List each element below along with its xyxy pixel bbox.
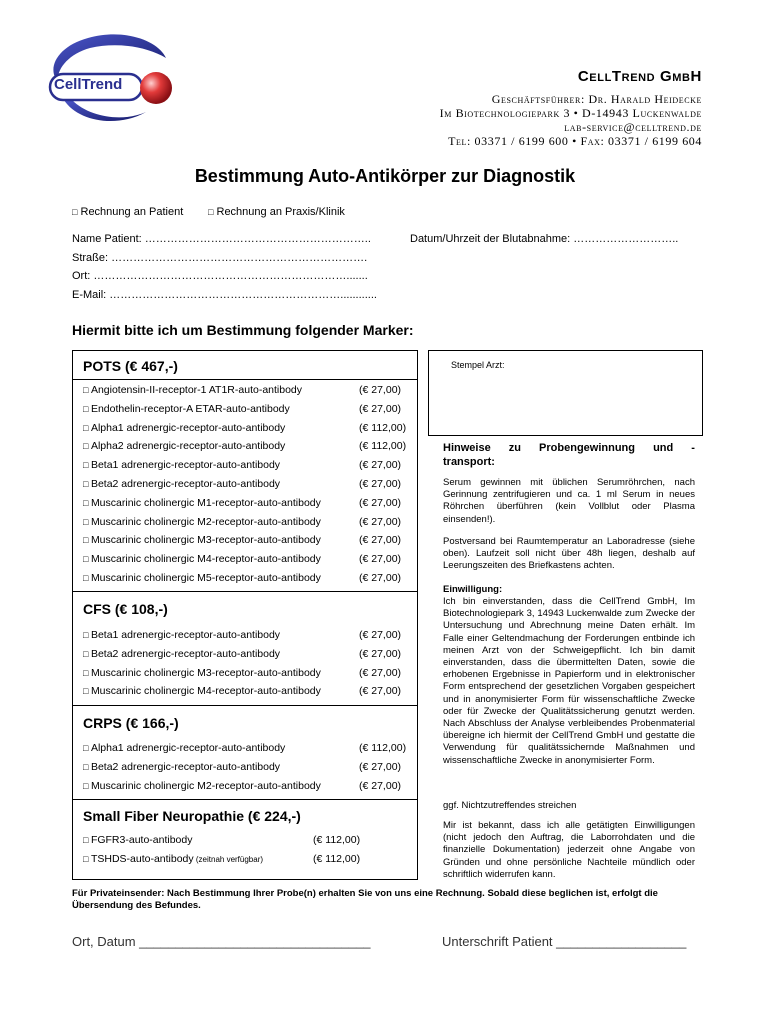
checkbox-icon[interactable]: □ [72,207,78,217]
marker-option[interactable] [83,853,263,865]
consent-text: Ich bin einverstanden, dass die CellTrend GmbH, Im Biotechnologiepark 3, 14943 Luckenwalde zum Zwecke der Untersuchung und Abrechnung meine Daten erhält. Im Falle einer Geltendmachung der Forderungen entbinde ich meinen Arzt von der Schweigepflicht. Ich bin damit einverstanden, dass die übermittelten Daten, sowie die erhobenen Ergebnisse in Papierform und in elektronischer Form entsprechend der gesetzlichen Vorgaben gespeichert und in anonymisierter Form für wissenschaftliche Zwecke oder für Zwecke der Qualitätssicherung genutzt werden. Nach Abschluss der Analyse verbleibendes Probenmaterial übereigne ich hiermit der CellTrend GmbH und gestatte die Verwendung für qualitätssichernde Maßnahmen und wissenschaftliche Zwecke in anonymisierter Form. [443,596,695,766]
marker-option[interactable] [83,834,192,846]
checkbox-icon[interactable]: □ [83,854,91,864]
marker-name: Beta2 adrenergic-receptor-auto-antibody [90,647,281,660]
marker-name: Beta2 adrenergic-receptor-auto-antibody [90,760,281,773]
checkbox-icon[interactable]: □ [83,441,91,452]
marker-price: (€ 112,00) [359,421,407,434]
marker-name: Muscarinic cholinergic M3-receptor-auto-antibody [90,666,321,679]
marker-name: Beta1 adrenergic-receptor-auto-antibody [90,629,281,641]
marker-name: Muscarinic cholinergic M4-receptor-auto-antibody [90,553,321,566]
marker-option[interactable] [83,648,280,660]
marker-option[interactable] [83,440,285,452]
marker-price: (€ 27,00) [359,478,402,490]
marker-name: Muscarinic cholinergic M5-receptor-auto-antibody [90,572,321,584]
checkbox-icon[interactable]: □ [83,780,91,791]
marker-name: Angiotensin-II-receptor-1 AT1R-auto-antibody [90,384,303,396]
marker-price: (€ 27,00) [359,402,402,415]
hints-word: und [653,442,674,454]
marker-name: Alpha1 adrenergic-receptor-auto-antibody [90,421,286,434]
billing-patient-label: Rechnung an Patient [80,206,184,218]
marker-option[interactable] [83,403,290,415]
checkbox-icon[interactable]: □ [208,207,214,217]
hints-word: - [691,442,695,454]
hints-word: zu [508,442,521,454]
company-email: lab-service@celltrend.de [564,120,702,134]
marker-price: (€ 112,00) [359,742,407,754]
marker-price: (€ 27,00) [359,384,402,396]
checkbox-icon[interactable]: □ [83,460,91,471]
marker-price: (€ 27,00) [359,685,402,698]
checkbox-icon[interactable]: □ [83,497,91,508]
checkbox-icon[interactable]: □ [83,479,91,489]
checkbox-icon[interactable]: □ [83,535,91,546]
marker-name: Alpha1 adrenergic-receptor-auto-antibody [90,742,286,754]
marker-option[interactable] [83,459,280,471]
section-title-pots: POTS (€ 467,-) [83,358,178,374]
marker-option[interactable] [83,761,280,773]
marker-price: (€ 27,00) [359,553,402,566]
company-name: CellTrend GmbH [577,68,702,85]
document-title: Bestimmung Auto-Antikörper zur Diagnostik [194,166,576,186]
marker-name: Beta2 adrenergic-receptor-auto-antibody [90,478,281,490]
consent-heading: Einwilligung: [443,584,503,595]
marker-name: Muscarinic cholinergic M2-receptor-auto-antibody [90,779,321,792]
sample-hints-heading [443,441,695,455]
marker-name: Muscarinic cholinergic M3-receptor-auto-antibody [90,534,321,547]
checkbox-icon[interactable]: □ [83,385,91,395]
patient-signature-field[interactable]: Unterschrift Patient __________________ [442,934,687,949]
billing-patient-option[interactable] [72,206,183,218]
marker-name: TSHDS-auto-antibody [90,853,194,865]
marker-option[interactable] [83,629,280,641]
street-field[interactable]: Straße: ……………………………………………………………. [72,252,368,264]
marker-price: (€ 27,00) [359,496,402,509]
marker-option[interactable] [83,497,321,509]
marker-name: FGFR3-auto-antibody [90,834,193,846]
checkbox-icon[interactable]: □ [83,743,91,753]
checkbox-icon[interactable]: □ [83,630,91,640]
celltrend-logo [28,30,188,130]
sample-hints-paragraph-2: Postversand bei Raumtemperatur an Laboradresse (siehe oben). Laufzeit soll nicht über 48h liegen, deshalb auf Leerungszeiten des Briefkastens achten. [443,536,695,572]
marker-selection-box [72,350,418,880]
sample-hints-heading-line2: transport: [443,456,495,468]
marker-price: (€ 27,00) [359,760,402,773]
hints-word: Hinweise [443,442,491,454]
marker-option[interactable] [83,667,321,679]
place-date-field[interactable]: Ort, Datum ________________________________ [72,934,371,949]
marker-price: (€ 112,00) [313,834,361,846]
marker-price: (€ 27,00) [359,779,402,792]
checkbox-icon[interactable]: □ [83,686,91,697]
marker-name: Beta1 adrenergic-receptor-auto-antibody [90,459,281,472]
marker-option[interactable] [83,553,321,565]
marker-name: Muscarinic cholinergic M1-receptor-auto-antibody [90,496,321,509]
marker-option[interactable] [83,516,321,528]
patient-name-field[interactable]: Name Patient: …………………………………………………….. [72,233,371,245]
checkbox-icon[interactable]: □ [83,516,91,527]
marker-price: (€ 27,00) [359,534,402,547]
checkbox-icon[interactable]: □ [83,835,91,845]
city-field[interactable]: Ort: ……………………………………………………………....... [72,270,368,282]
marker-note: (zeitnah verfügbar) [193,855,264,864]
email-field[interactable]: E-Mail: ………………………………………………………............ [72,289,377,301]
marker-price: (€ 27,00) [359,629,402,641]
hints-word: Probengewinnung [539,442,635,454]
marker-name: Muscarinic cholinergic M4-receptor-auto-antibody [90,685,321,698]
marker-option[interactable] [83,685,321,697]
marker-option[interactable] [83,422,285,434]
markers-heading: Hiermit bitte ich um Bestimmung folgender Marker: [72,322,414,338]
blood-draw-datetime-field[interactable]: Datum/Uhrzeit der Blutabnahme: ……………………….. [410,233,679,245]
section-title-cfs: CFS (€ 108,-) [83,601,168,617]
marker-name: Muscarinic cholinergic M2-receptor-auto-antibody [90,515,321,528]
stamp-label: Stempel Arzt: [451,360,505,370]
company-phone-fax: Tel: 03371 / 6199 600 • Fax: 03371 / 6199 604 [448,134,702,148]
private-sender-note: Für Privateinsender: Nach Bestimmung Ihrer Probe(n) erhalten Sie von uns eine Rechnung. Sobald diese beglichen ist, erfolgt die Übersendung des Befundes. [72,888,658,911]
marker-price: (€ 112,00) [359,440,407,453]
marker-option[interactable] [83,780,321,792]
marker-name: Endothelin-receptor-A ETAR-auto-antibody [90,402,290,415]
marker-option[interactable] [83,534,321,546]
checkbox-icon[interactable]: □ [83,422,91,433]
checkbox-icon[interactable]: □ [83,761,91,772]
section-title-crps: CRPS (€ 166,-) [83,715,179,731]
checkbox-icon[interactable]: □ [83,554,91,565]
sample-hints-paragraph-1: Serum gewinnen mit üblichen Serumröhrchen, nach Gerinnung zentrifugieren und ca. 1 ml Serum in neues Röhrchen überführen (kein Vollblut oder Plasma einsenden!). [443,477,695,525]
marker-option[interactable] [83,384,302,396]
marker-price: (€ 112,00) [313,853,361,865]
strike-note: ggf. Nichtzutreffendes streichen [443,800,577,811]
marker-price: (€ 27,00) [359,515,402,528]
revocation-notice: Mir ist bekannt, dass ich alle getätigten Einwilligungen (nicht jedoch den Auftrag, die Laborrohdaten und die finanzielle Dokumentation) jederzeit ohne Angabe von Gründen und ohne persönliche Nachteile mündlich oder schriftlich widerrufen kann. [443,820,695,880]
company-address: Im Biotechnologiepark 3 • D-14943 Luckenwalde [439,106,702,120]
marker-option[interactable] [83,572,321,584]
checkbox-icon[interactable]: □ [83,648,91,659]
marker-price: (€ 27,00) [359,459,402,472]
billing-practice-option[interactable] [208,206,345,218]
company-manager: Geschäftsführer: Dr. Harald Heidecke [491,92,702,106]
marker-price: (€ 27,00) [359,647,402,660]
marker-option[interactable] [83,478,280,490]
checkbox-icon[interactable]: □ [83,573,91,583]
section-title-small-fiber: Small Fiber Neuropathie (€ 224,-) [83,808,301,824]
marker-option[interactable] [83,742,285,754]
marker-price: (€ 27,00) [359,572,402,584]
marker-price: (€ 27,00) [359,666,402,679]
logo-text: CellTrend [54,76,123,93]
checkbox-icon[interactable]: □ [83,403,91,414]
checkbox-icon[interactable]: □ [83,667,91,678]
billing-practice-label: Rechnung an Praxis/Klinik [216,206,345,218]
marker-name: Alpha2 adrenergic-receptor-auto-antibody [90,440,286,453]
doctor-stamp-box[interactable] [428,350,703,436]
